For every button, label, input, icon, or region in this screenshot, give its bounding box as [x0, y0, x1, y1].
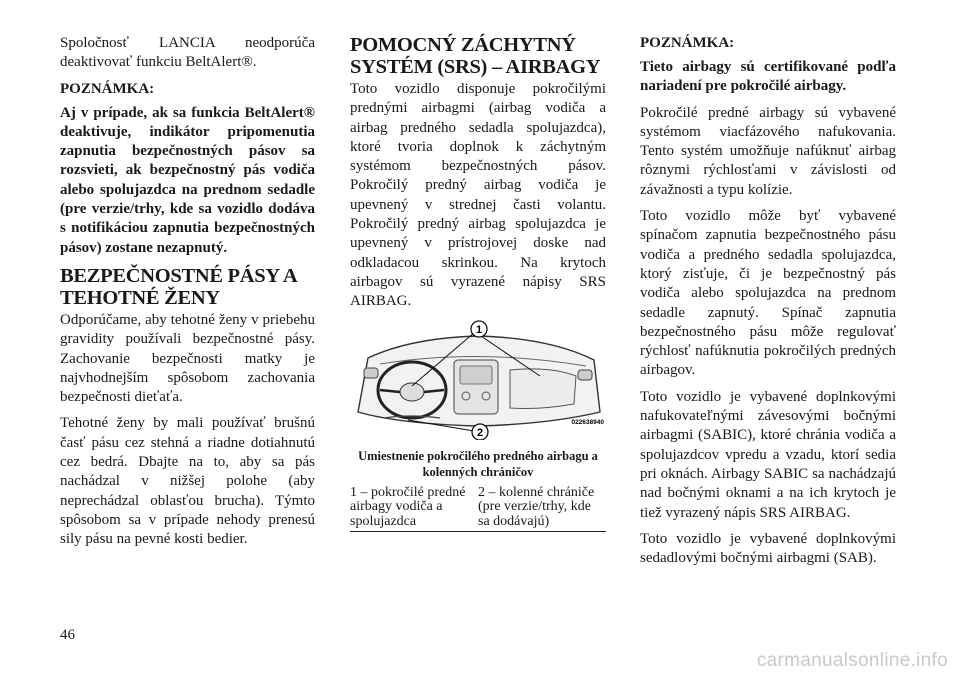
column-right: [640, 34, 896, 575]
note-text-right: Tieto airbagy sú certifikované podľa nariadení pre pokročilé airbagy.: [640, 59, 896, 95]
column-left: [60, 34, 315, 557]
intro-paragraph: Spoločnosť LANCIA neodporúča deaktivovať funkciu BeltAlert®.: [60, 35, 315, 71]
note-heading: POZNÁMKA:: [60, 80, 155, 97]
callout-1-label: 1: [475, 323, 483, 336]
page-number: 46: [60, 627, 75, 643]
note-heading-right: POZNÁMKA:: [640, 35, 735, 51]
legend-item-2: 2 – kolenné chrániče (pre verzie/trhy, kde sa dodávajú): [478, 484, 595, 529]
paragraph-right-3: Toto vozidlo je vybavené doplnkovými nafukovateľnými závesovými bočnými airbagmi (SABIC), ktoré chránia vodiča a spolujazdcov vpredu a vzadu, ktorí sedia pri oknách. Airbagy SABIC sa nachádzajú nad bočnými oknami a na ich krytoch je tiež vyrazený nápis SRS AIRBAG.: [640, 388, 896, 521]
figure-legend: [350, 486, 606, 533]
figure-caption: Umiestnenie pokročilého predného airbagu a kolenných chráničov: [358, 448, 598, 479]
paragraph-right-4: Toto vozidlo je vybavené doplnkovými sedadlovými bočnými airbagmi (SAB).: [640, 530, 896, 567]
paragraph-right-1: Pokročilé predné airbagy sú vybavené systémom viacfázového nafukovania. Tento systém umožňuje nafúknuť airbag rôznymi rýchlosťami v závislosti od závažnosti a typu kolízie.: [640, 104, 896, 198]
note-text: Aj v prípade, ak sa funkcia BeltAlert® deaktivuje, indikátor pripomenutia zapnutia bezpečnostných pásov sa rozsvieti, ak bezpečnostný pás vodiča alebo spolujazdca na prednom sedadle (pre verzie/trhy, kde sa vozidlo dodáva s notifikáciou zapnutia bezpečnostných pásov) zostane nezapnutý.: [60, 104, 315, 256]
paragraph-pregnant-2: Tehotné ženy by mali používať brušnú časť pásu cez stehná a riadne dotiahnutú cez bedrá. Dbajte na to, aby sa pás nachádzal v nižšej polohe (aby neprechádzal oblasťou brucha). Týmto spôsobom sa v prípade nehody prenesú sily pásu na pevné kosti bedier.: [60, 415, 315, 548]
paragraph-airbags-1: Toto vozidlo disponuje pokročilými prednými airbagmi (airbag vodiča a airbag predného sedadla spolujazdca), ktoré tvoria doplnok k záchytným systémom bezpečnostných pásov. Pokročilý predný airbag vodiča je upevnený v strednej časti volantu. Pokročilý predný airbag spolujazdca je upevnený v prístrojovej doske nad odkladacou skrinkou. Na krytoch airbagov sú vyrazené nápisy SRS AIRBAG.: [350, 81, 606, 310]
section-title-srs-airbags: POMOCNÝ ZÁCHYTNÝ SYSTÉM (SRS) – AIRBAGY: [350, 34, 601, 78]
figure-code: 022638940: [571, 418, 604, 426]
dashboard-illustration: [350, 320, 606, 440]
dashboard-figure: [350, 320, 606, 440]
legend-item-1: 1 – pokročilé predné airbagy vodiča a spolujazdca: [350, 484, 466, 529]
paragraph-right-2: Toto vozidlo môže byť vybavené spínačom zapnutia bezpečnostného pásu vodiča a predného sedadla spolujazdca, ktorý zisťuje, či je bezpečnostný pás vodiča alebo spolujazdca na prednom sedadle zapnutý. Spínač zapnutia bezpečnostného pásu môže regulovať rýchlosť nafúknutia pokročilých predných airbagov.: [640, 208, 896, 379]
callout-2-label: 2: [476, 426, 484, 439]
column-middle: [350, 34, 606, 532]
paragraph-pregnant-1: Odporúčame, aby tehotné ženy v priebehu gravidity používali bezpečnostné pásy. Zachovanie bezpečnosti matky je najvhodnejším spôsobom zachovania bezpečnosti dieťaťa.: [60, 311, 315, 406]
section-title-seatbelts-pregnant: BEZPEČNOSTNÉ PÁSY A TEHOTNÉ ŽENY: [60, 264, 297, 309]
watermark: carmanualsonline.info: [756, 650, 948, 671]
